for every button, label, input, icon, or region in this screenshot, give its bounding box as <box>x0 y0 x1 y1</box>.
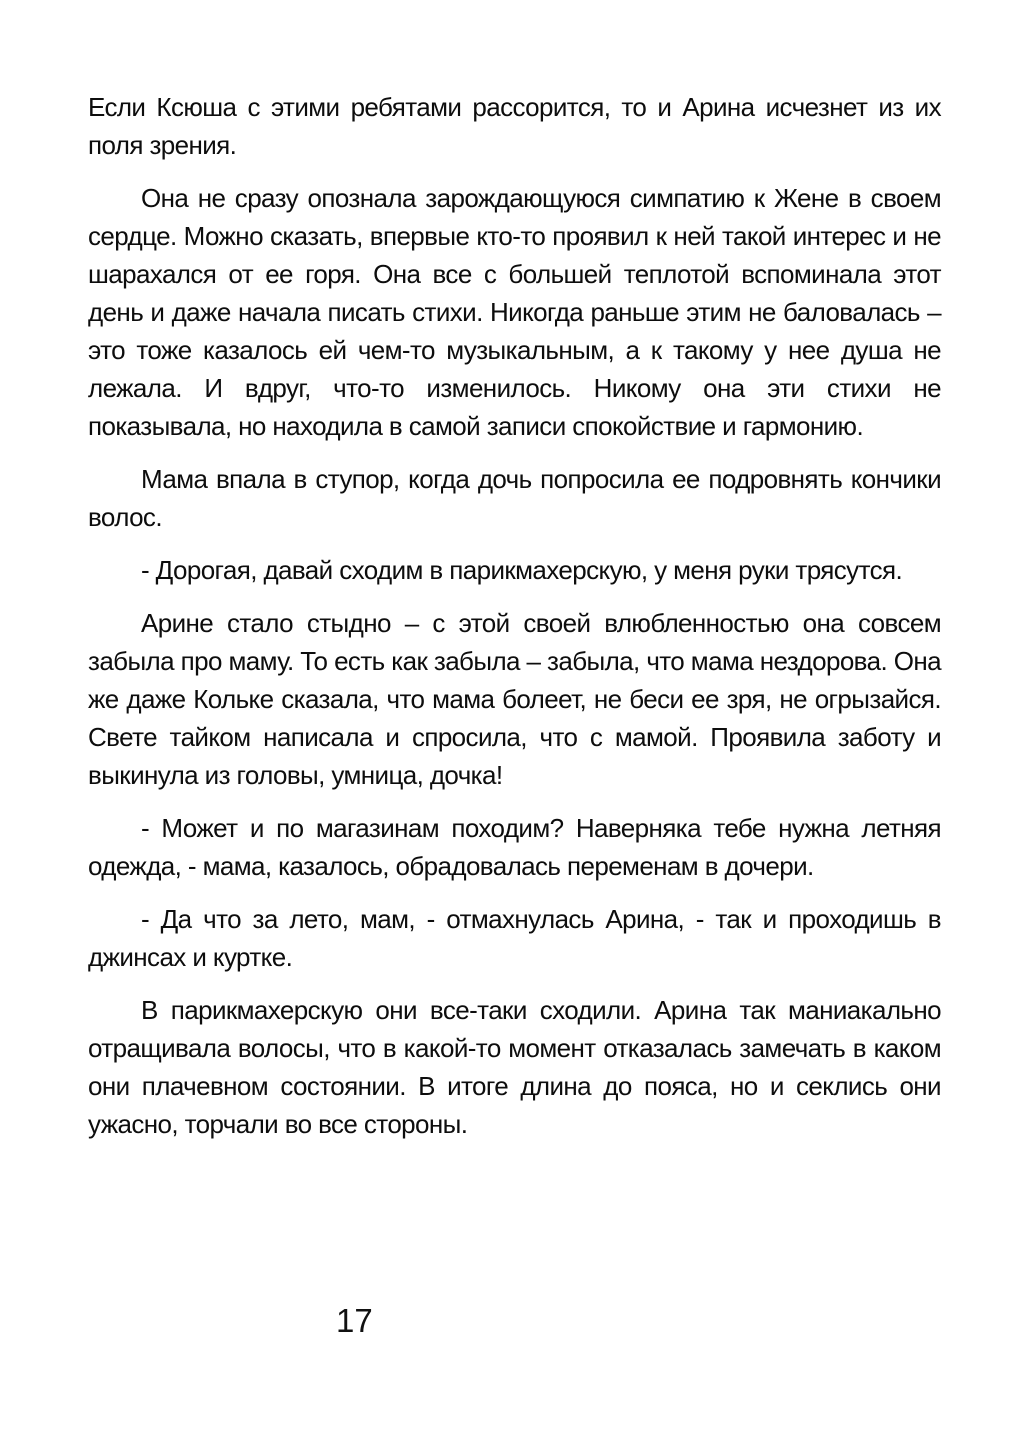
paragraph-continuation: Если Ксюша с этими ребятами рассорится, то и Арина исчезнет из их поля зрения. <box>88 92 941 160</box>
paragraph: Арине стало стыдно – с этой своей влюбленностью она совсем забыла про маму. То есть как забыла – забыла, что мама нездорова. Она же даже Кольке сказала, что мама болеет, не беси ее зря, не огрызайся. Свете тайком написала и спросила, что с мамой. Проявила заботу и выкинула из головы, умница, дочка! <box>88 608 941 790</box>
text-block <box>88 88 941 1143</box>
paragraph: В парикмахерскую они все-таки сходили. Арина так маниакально отращивала волосы, что в какой-то момент отказалась замечать в каком они плачевном состоянии. В итоге длина до пояса, но и секлись они ужасно, торчали во все стороны. <box>88 995 941 1139</box>
paragraph-dialogue: - Дорогая, давай сходим в парикмахерскую, у меня руки трясутся. <box>141 555 903 585</box>
paragraph-dialogue: - Да что за лето, мам, - отмахнулась Арина, - так и проходишь в джинсах и куртке. <box>88 904 941 972</box>
page-number: 17 <box>336 1302 373 1339</box>
paragraph-dialogue: - Может и по магазинам походим? Наверняка тебе нужна летняя одежда, - мама, казалось, обрадовалась переменам в дочери. <box>88 813 941 881</box>
paragraph: Она не сразу опознала зарождающуюся симпатию к Жене в своем сердце. Можно сказать, впервые кто-то проявил к ней такой интерес и не шарахался от ее горя. Она все с большей теплотой вспоминала этот день и даже начала писать стихи. Никогда раньше этим не баловалась – это тоже казалось ей чем-то музыкальным, а к такому у нее душа не лежала. И вдруг, что-то изменилось. Никому она эти стихи не показывала, но находила в самой записи спокойствие и гармонию. <box>88 183 941 441</box>
paragraph: Мама впала в ступор, когда дочь попросила ее подровнять кончики волос. <box>88 464 941 532</box>
